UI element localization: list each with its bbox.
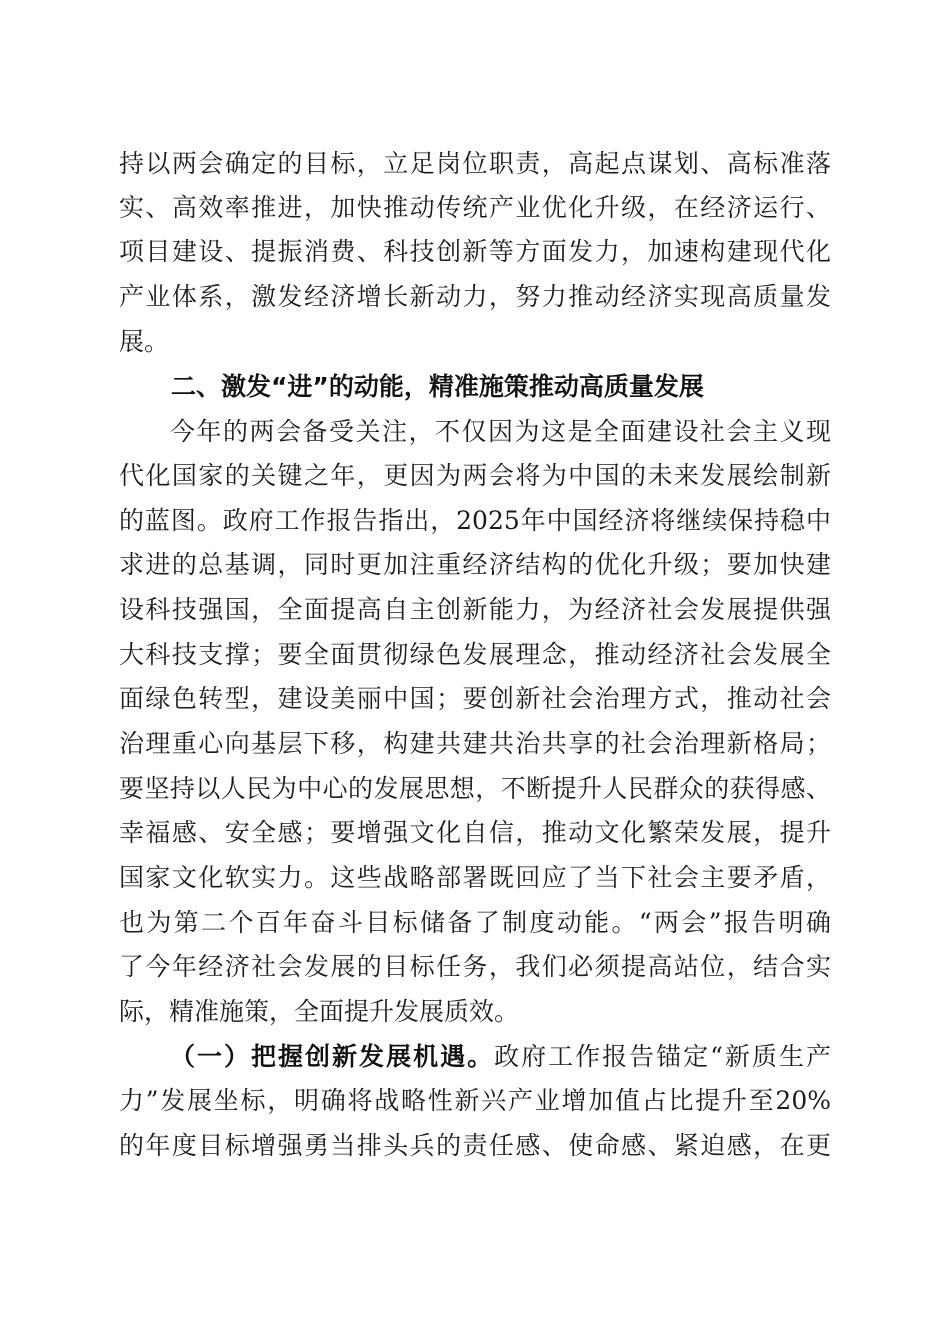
paragraph-line: 的蓝图。政府工作报告指出，2025年中国经济将继续保持稳中 <box>119 506 831 535</box>
paragraph-line: 今年的两会备受关注，不仅因为这是全面建设社会主义现 <box>170 417 831 446</box>
paragraph-line: 幸福感、安全感；要增强文化自信，推动文化繁荣发展，提升 <box>119 818 831 847</box>
subsection-first-line-text: 政府工作报告锚定“新质生产 <box>494 1042 831 1071</box>
section-heading: 二、激发“进”的动能，精准施策推动高质量发展 <box>171 372 704 401</box>
paragraph-line: 代化国家的关键之年，更因为两会将为中国的未来发展绘制新 <box>119 461 831 490</box>
paragraph-line: 力”发展坐标，明确将战略性新兴产业增加值占比提升至20% <box>119 1086 831 1115</box>
subsection-heading: （一）把握创新发展机遇。 <box>170 1042 495 1071</box>
paragraph-line: 求进的总基调，同时更加注重经济结构的优化升级；要加快建 <box>119 550 831 579</box>
paragraph-line: 面绿色转型，建设美丽中国；要创新社会治理方式，推动社会 <box>119 684 831 713</box>
paragraph-line: 治理重心向基层下移，构建共建共治共享的社会治理新格局； <box>119 729 831 758</box>
paragraph-line: 的年度目标增强勇当排头兵的责任感、使命感、紧迫感，在更 <box>119 1131 831 1160</box>
paragraph-line: 了今年经济社会发展的目标任务，我们必须提高站位，结合实 <box>119 952 831 981</box>
paragraph-line: 实、高效率推进，加快推动传统产业优化升级，在经济运行、 <box>119 193 831 222</box>
paragraph-line: 也为第二个百年奋斗目标储备了制度动能。“两会”报告明确 <box>119 908 831 937</box>
paragraph-line: 产业体系，激发经济增长新动力，努力推动经济实现高质量发 <box>119 282 831 311</box>
paragraph-line: 际，精准施策，全面提升发展质效。 <box>119 997 520 1026</box>
paragraph-line: 展。 <box>119 327 170 356</box>
paragraph-line: 要坚持以人民为中心的发展思想，不断提升人民群众的获得感、 <box>119 774 831 803</box>
paragraph-line: 国家文化软实力。这些战略部署既回应了当下社会主要矛盾， <box>119 863 831 892</box>
paragraph-line: 设科技强国，全面提高自主创新能力，为经济社会发展提供强 <box>119 595 831 624</box>
paragraph-line: 持以两会确定的目标，立足岗位职责，高起点谋划、高标准落 <box>119 149 831 178</box>
paragraph-line: 项目建设、提振消费、科技创新等方面发力，加速构建现代化 <box>119 237 831 266</box>
subsection-first-line <box>170 1038 831 1076</box>
paragraph-line: 大科技支撑；要全面贯彻绿色发展理念，推动经济社会发展全 <box>119 640 831 669</box>
